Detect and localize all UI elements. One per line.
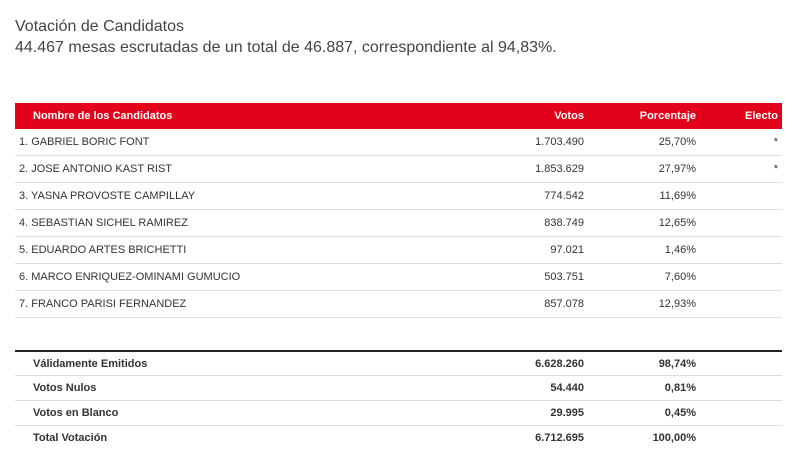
candidate-percentage: 12,93% [584,291,696,318]
candidate-elected: * [696,156,782,183]
totals-label: Válidamente Emitidos [15,351,415,376]
table-row [15,183,782,210]
totals-spacer [696,426,782,451]
totals-spacer [696,351,782,376]
candidate-percentage: 1,46% [584,237,696,264]
candidate-name: 1. GABRIEL BORIC FONT [15,129,415,156]
candidate-votes: 1.703.490 [415,129,584,156]
table-row [15,264,782,291]
totals-percentage: 100,00% [652,432,696,444]
column-header-elected: Electo [696,103,782,129]
candidate-name: 5. EDUARDO ARTES BRICHETTI [15,237,415,264]
totals-table [15,350,782,450]
totals-votes: 6.712.695 [535,432,584,444]
totals-percentage: 98,74% [584,351,696,376]
candidate-votes: 503.751 [415,264,584,291]
totals-label: Votos Nulos [15,376,415,401]
totals-spacer [696,376,782,401]
page-title: Votación de Candidatos [15,18,185,35]
candidates-table [15,103,782,318]
candidate-name: 2. JOSE ANTONIO KAST RIST [15,156,415,183]
candidate-votes: 838.749 [415,210,584,237]
totals-row-blank [15,401,782,426]
candidate-percentage: 12,65% [584,210,696,237]
candidate-elected [696,237,782,264]
totals-percentage: 0,81% [584,376,696,401]
column-header-percentage: Porcentaje [584,103,696,129]
candidate-votes: 97.021 [415,237,584,264]
column-header-name: Nombre de los Candidatos [15,103,415,129]
candidate-name: 3. YASNA PROVOSTE CAMPILLAY [15,183,415,210]
candidate-votes: 774.542 [415,183,584,210]
candidate-name: 4. SEBASTIAN SICHEL RAMIREZ [15,210,415,237]
totals-percentage: 0,45% [584,401,696,426]
candidate-votes: 1.853.629 [415,156,584,183]
column-header-votes: Votos [415,103,584,129]
page-subtitle: 44.467 mesas escrutadas de un total de 46.887, correspondiente al 94,83%. [15,39,557,56]
totals-label: Total Votación [33,432,108,444]
candidate-name: 6. MARCO ENRIQUEZ-OMINAMI GUMUCIO [15,264,415,291]
candidate-name: 7. FRANCO PARISI FERNANDEZ [15,291,415,318]
candidate-percentage: 11,69% [584,183,696,210]
table-row [15,156,782,183]
candidate-elected [696,210,782,237]
candidate-elected: * [696,129,782,156]
candidate-percentage: 7,60% [584,264,696,291]
totals-row-total [15,426,782,451]
candidate-percentage: 27,97% [584,156,696,183]
candidate-elected [696,264,782,291]
totals-votes: 6.628.260 [415,351,584,376]
candidate-elected [696,183,782,210]
totals-votes: 54.440 [415,376,584,401]
candidate-elected [696,291,782,318]
totals-row-valid [15,351,782,376]
candidate-percentage: 25,70% [584,129,696,156]
totals-label: Votos en Blanco [15,401,415,426]
candidates-table-header [15,103,782,129]
table-row [15,237,782,264]
totals-votes: 29.995 [415,401,584,426]
table-row [15,210,782,237]
table-row [15,291,782,318]
totals-spacer [696,401,782,426]
totals-row-null [15,376,782,401]
table-row [15,129,782,156]
candidate-votes: 857.078 [415,291,584,318]
